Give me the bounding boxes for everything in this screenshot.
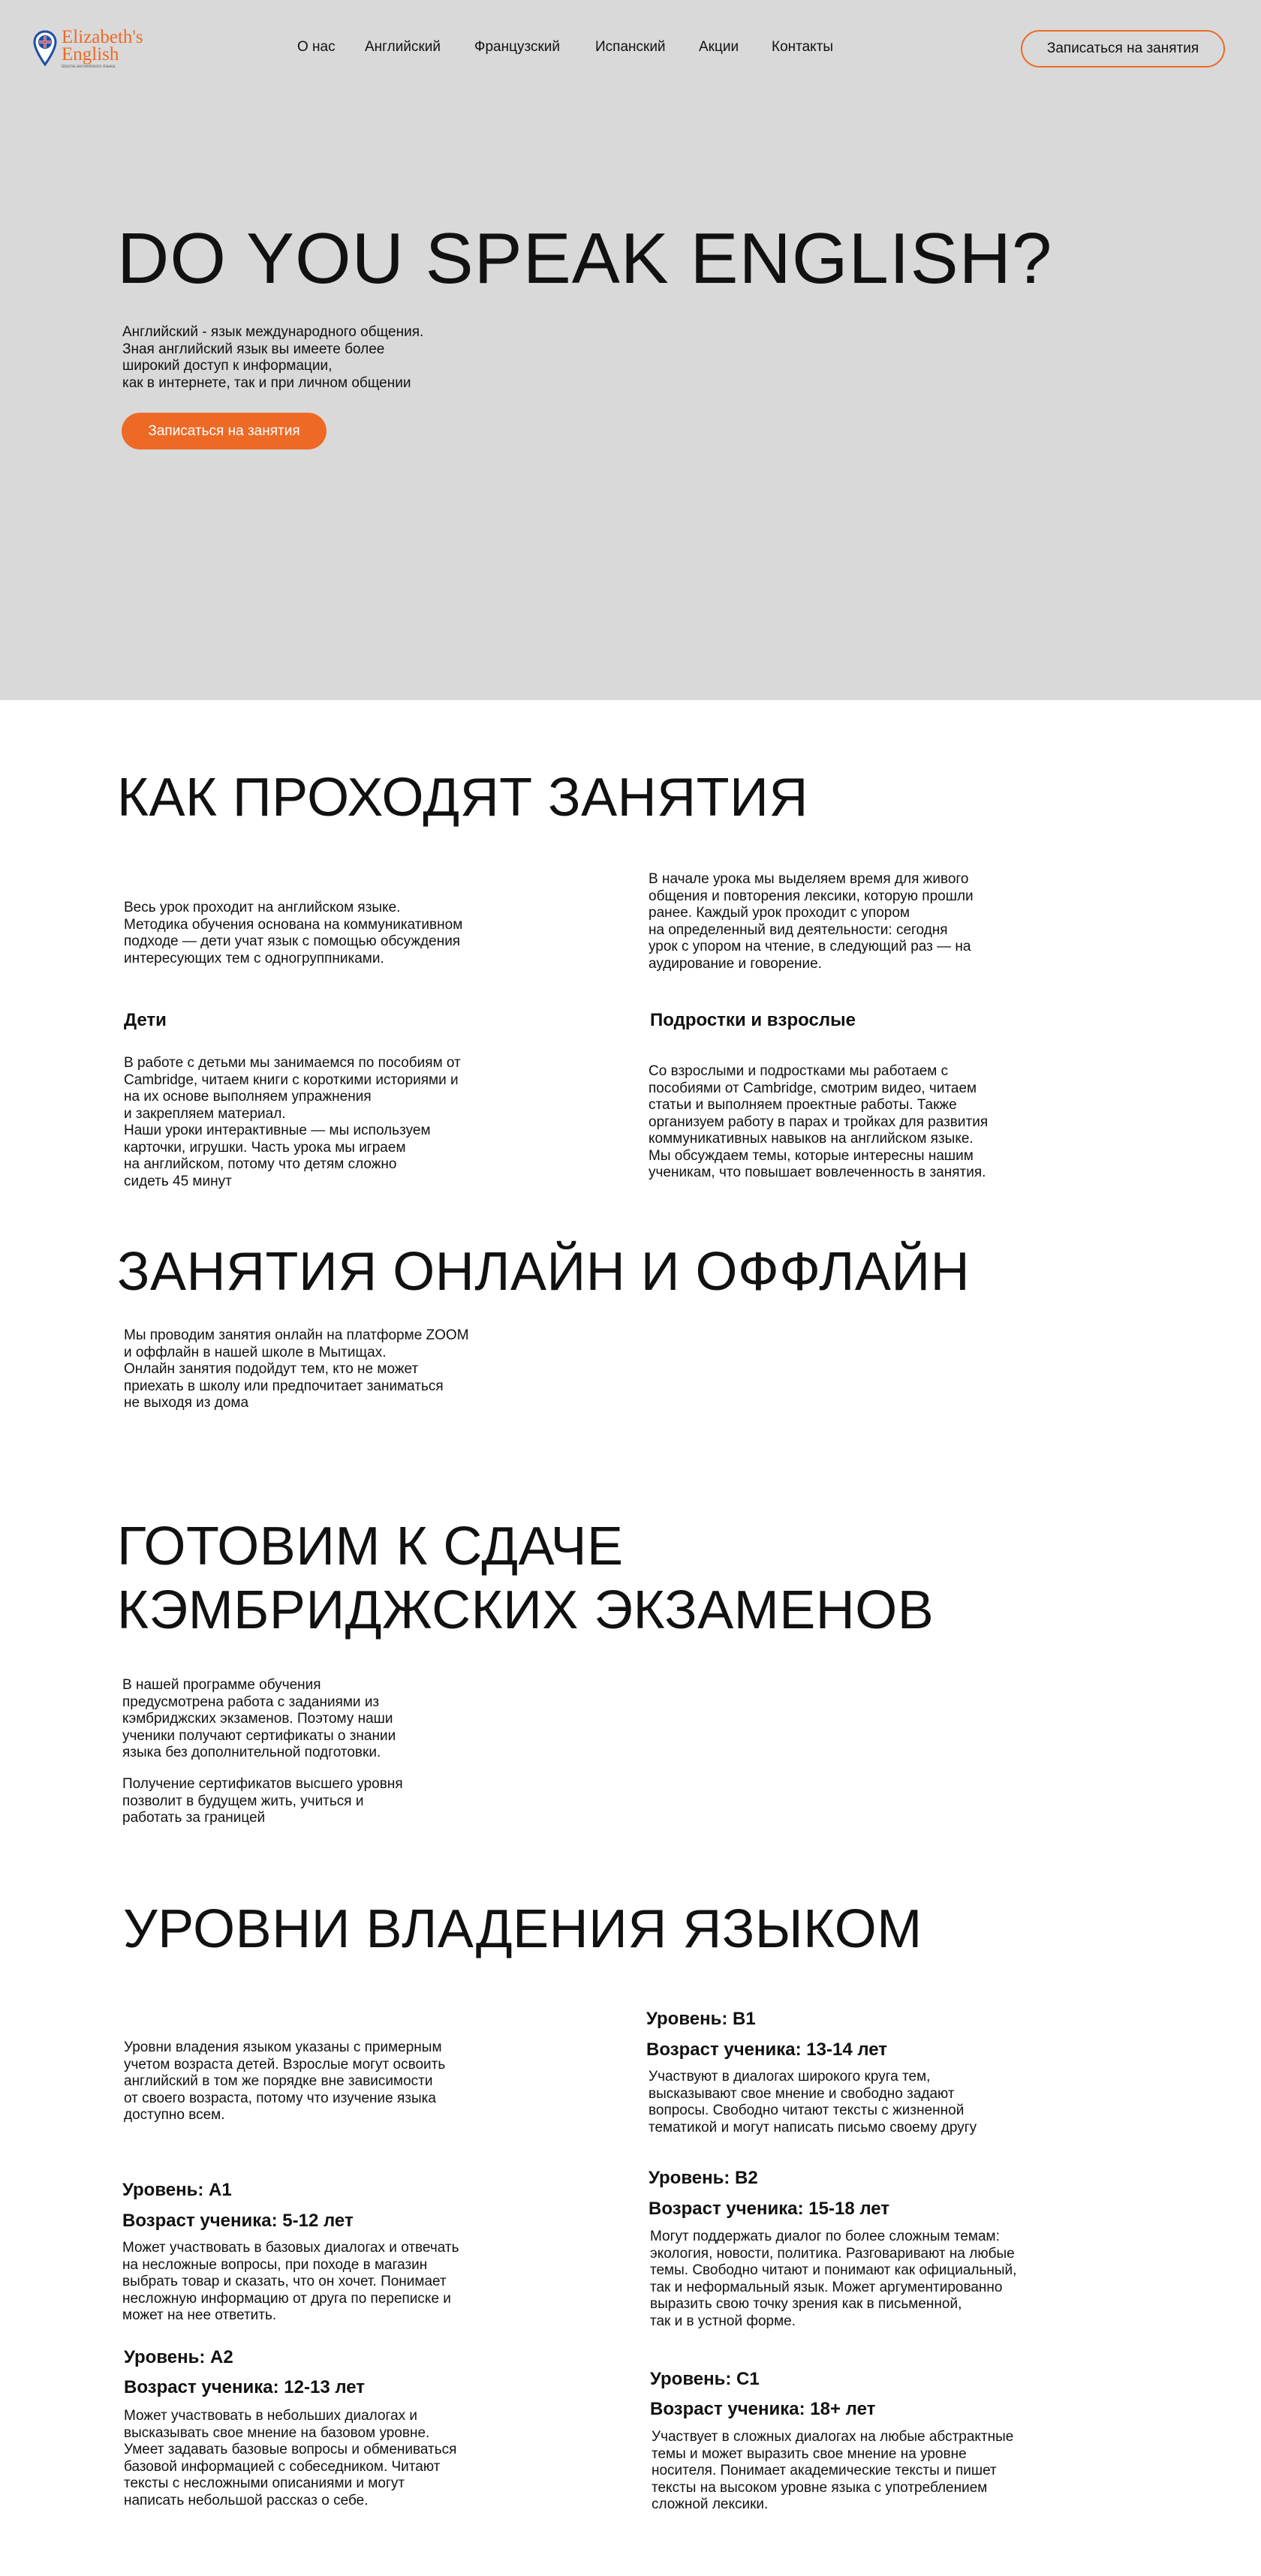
- header-signup-button[interactable]: Записаться на занятия: [1021, 30, 1225, 68]
- logo[interactable]: [33, 29, 153, 74]
- nav-link-promos[interactable]: Акции: [699, 39, 739, 55]
- cambridge-text-2: Получение сертификатов высшего уровня позволит в будущем жить, учиться и работать за границей: [122, 1776, 403, 1826]
- level-name: Уровень: B2: [649, 2168, 758, 2188]
- online-text: Мы проводим занятия онлайн на платформе ZOOM и оффлайн в нашей школе в Мытищах. Онлайн занятия подойдут тем, кто не может приехать в школу или предпочитает заниматься не выходя из дома: [124, 1327, 469, 1411]
- cambridge-text-1: В нашей программе обучения предусмотрена работа с заданиями из кэмбриджских экзаменов. Поэтому наши ученики получают сертификаты о знании языка без дополнительной подготовки.: [122, 1677, 396, 1760]
- level-text: Участвует в сложных диалогах на любые абстрактные темы и может выразить свое мнение на уровне носителя. Понимает академические тексты и пишет тексты на высоком уровне языка с употреблением сложной лексики.: [652, 2429, 1014, 2512]
- level-text: Может участвовать в небольших диалогах и высказывать свое мнение на базовом уровне. Умеет задавать базовые вопросы и обмениваться базовой информацией с собеседником. Читают тексты с несложными описаниями и могут написать небольшой рассказ о себе.: [124, 2408, 457, 2508]
- nav-link-spanish[interactable]: Испанский: [595, 39, 666, 55]
- level-age: Возраст ученика: 5-12 лет: [122, 2211, 354, 2231]
- level-text: Может участвовать в базовых диалогах и отвечать на несложные вопросы, при походе в магазин выбрать товар и сказать, что он хочет. Понимает несложную информацию от друга по переписке и может на нее ответить.: [122, 2240, 459, 2323]
- kids-title: Дети: [124, 1010, 167, 1030]
- hero-signup-button[interactable]: Записаться на занятия: [122, 413, 327, 449]
- level-name: Уровень: C1: [650, 2369, 760, 2389]
- hero-text: Английский - язык международного общения. Зная английский язык вы имеете более широкий доступ к информации, как в интернете, так и при личном общении: [122, 324, 424, 391]
- logo-tagline: Школа английского языка: [62, 65, 116, 69]
- logo-wordmark: [62, 29, 143, 63]
- levels-title: УРОВНИ ВЛАДЕНИЯ ЯЗЫКОМ: [123, 1899, 922, 1959]
- cambridge-title-line-1: ГОТОВИМ К СДАЧЕ: [117, 1516, 624, 1577]
- level-name: Уровень: A2: [124, 2347, 233, 2367]
- level-text: Могут поддержать диалог по более сложным темам: экология, новости, политика. Разговаривают на любые темы. Свободно читают и понимают как официальный, так и неформальный язык. Может аргументированно выразить свою точку зрения как в письменной, так и в устной форме.: [650, 2229, 1017, 2329]
- adults-title: Подростки и взрослые: [650, 1010, 856, 1030]
- level-age: Возраст ученика: 18+ лет: [650, 2399, 876, 2419]
- nav-link-contacts[interactable]: Контакты: [772, 39, 834, 55]
- nav-link-french[interactable]: Французский: [474, 39, 560, 55]
- level-age: Возраст ученика: 13-14 лет: [646, 2039, 888, 2060]
- logo-line-2: English: [62, 44, 119, 65]
- nav-link-about[interactable]: О нас: [297, 39, 336, 55]
- lessons-title: КАК ПРОХОДЯТ ЗАНЯТИЯ: [117, 768, 808, 828]
- cambridge-title-line-2: КЭМБРИДЖСКИХ ЭКЗАМЕНОВ: [117, 1580, 934, 1640]
- map-pin-flag-icon: [33, 30, 57, 68]
- level-age: Возраст ученика: 12-13 лет: [124, 2377, 366, 2397]
- levels-intro: Уровни владения языком указаны с примерным учетом возраста детей. Взрослые могут освоить английский в том же порядке вне зависимости от своего возраста, потому что изучение языка доступно всем.: [124, 2039, 446, 2123]
- nav-link-english[interactable]: Английский: [365, 39, 441, 55]
- level-text: Участвуют в диалогах широкого круга тем, высказывают свое мнение и свободно задают вопросы. Свободно читают тексты с жизненной тематикой и могут написать письмо своему другу: [649, 2069, 977, 2136]
- hero-title: DO YOU SPEAK ENGLISH?: [117, 218, 1053, 299]
- logo-line-1: Elizabeth's: [62, 27, 143, 47]
- online-title: ЗАНЯТИЯ ОНЛАЙН И ОФФЛАЙН: [117, 1242, 971, 1302]
- level-name: Уровень: B1: [646, 2009, 756, 2029]
- lessons-intro-left: Весь урок проходит на английском языке. Методика обучения основана на коммуникативном подходе — дети учат язык с помощью обсуждения интересующих тем с одногруппниками.: [124, 900, 463, 966]
- adults-text: Со взрослыми и подростками мы работаем с пособиями от Cambridge, смотрим видео, читаем статьи и выполняем проектные работы. Также организуем работу в парах и тройках для развития коммуникативных навыков на английском языке. Мы обсуждаем темы, которые интересны нашим ученикам, что повышает вовлеченность в занятия.: [649, 1063, 989, 1180]
- lessons-intro-right: В начале урока мы выделяем время для живого общения и повторения лексики, которую прошли ранее. Каждый урок проходит с упором на определенный вид деятельности: сегодня урок с упором на чтение, в следующий раз — на аудирование и говорение.: [649, 871, 974, 972]
- level-age: Возраст ученика: 15-18 лет: [649, 2199, 890, 2219]
- kids-text: В работе с детьми мы занимаемся по пособиям от Cambridge, читаем книги с короткими историями и на их основе выполняем упражнения и закрепляем материал. Наши уроки интерактивные — мы используем карточки, игрушки. Часть урока мы играем на английском, потому что детям сложно сидеть 45 минут: [124, 1055, 461, 1189]
- level-name: Уровень: A1: [122, 2180, 232, 2200]
